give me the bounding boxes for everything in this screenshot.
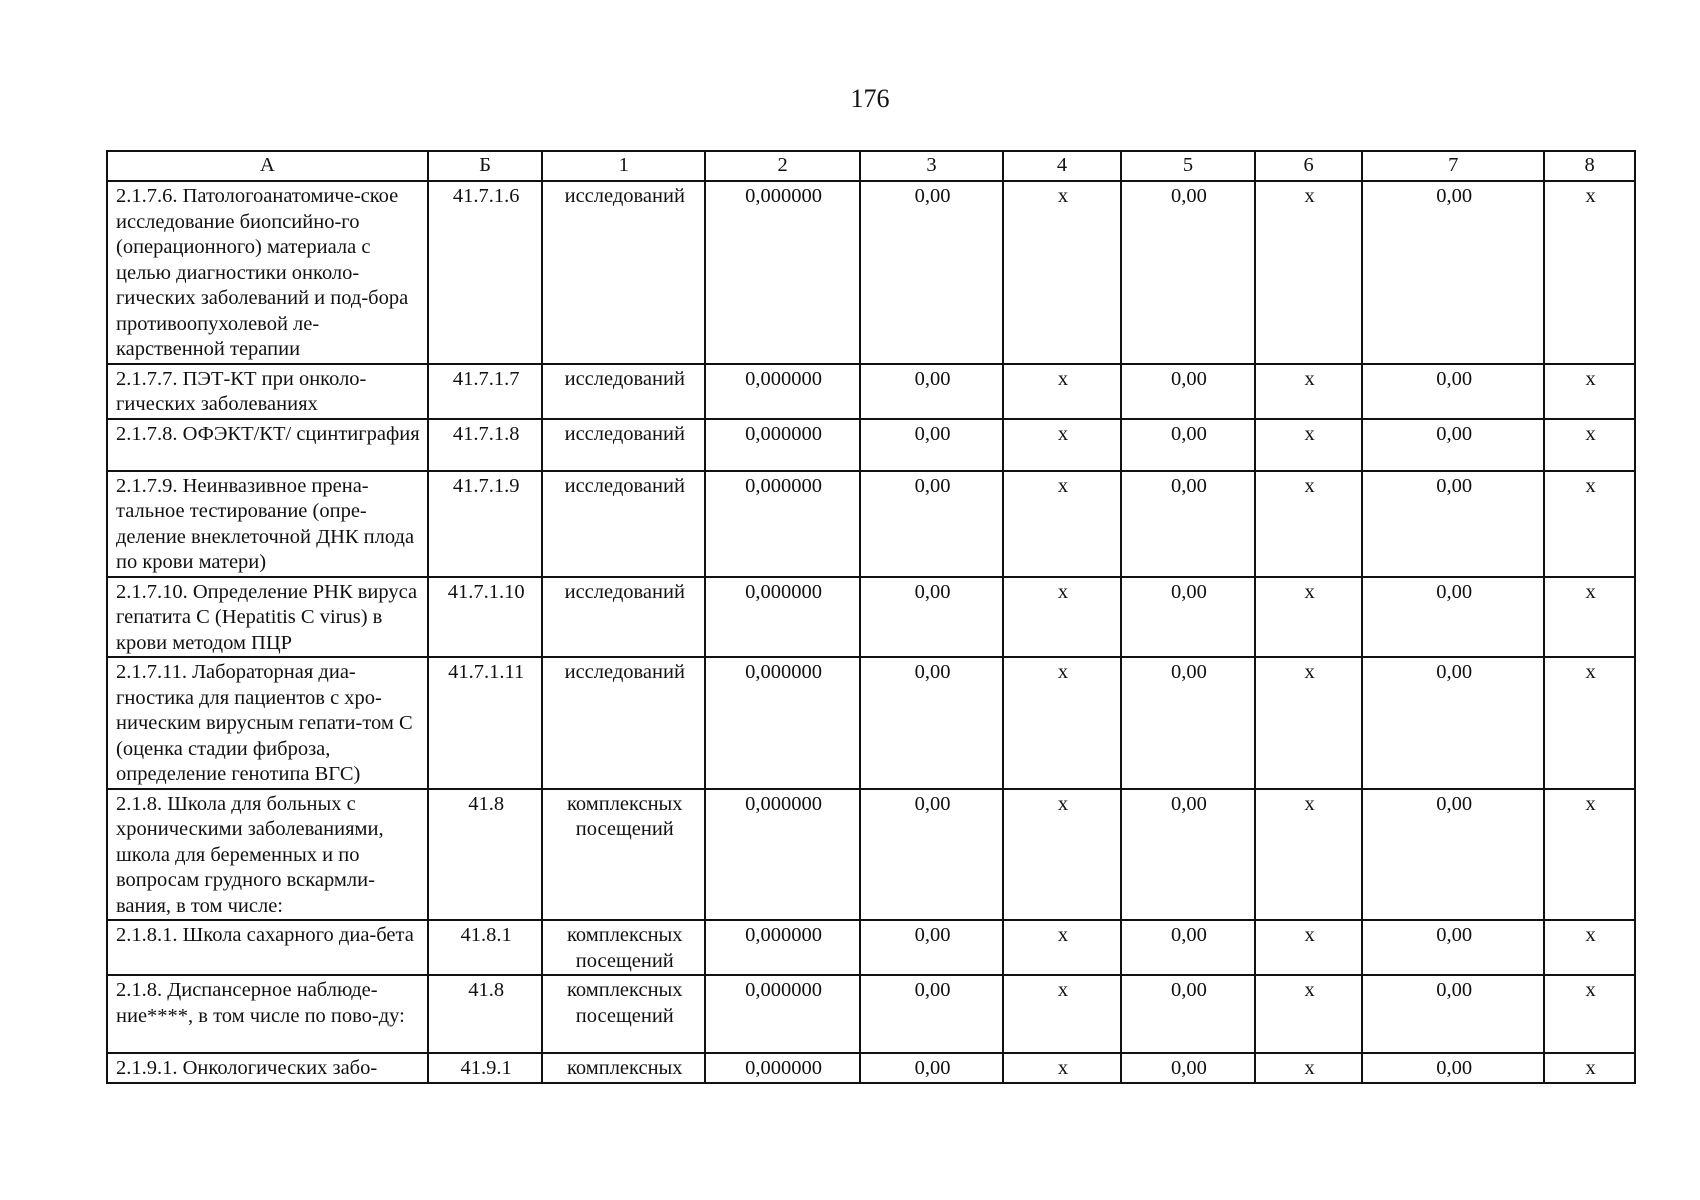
unit-cell: комплексных посещений (542, 789, 705, 921)
col-header: Б (428, 151, 543, 181)
col-header: 4 (1003, 151, 1121, 181)
row-name-cell: 2.1.9.1. Онкологических забо- (107, 1053, 428, 1083)
value-cell: 0,00 (860, 657, 1003, 789)
value-cell: 0,00 (860, 364, 1003, 419)
value-cell: х (1544, 181, 1635, 364)
table-row (107, 577, 1635, 658)
value-cell: х (1003, 657, 1121, 789)
table-row (107, 975, 1635, 1053)
col-header: 8 (1544, 151, 1635, 181)
value-cell: х (1003, 419, 1121, 471)
value-cell: 0,000000 (705, 577, 860, 658)
value-cell: 0,00 (1362, 471, 1544, 577)
value-cell: 0,00 (860, 181, 1003, 364)
value-cell: х (1003, 975, 1121, 1053)
value-cell: 0,00 (860, 577, 1003, 658)
value-cell: 0,00 (1362, 364, 1544, 419)
unit-cell: исследований (542, 577, 705, 658)
row-name-cell: 2.1.7.10. Определение РНК вируса гепатита С (Hepatitis C virus) в крови методом ПЦР (107, 577, 428, 658)
value-cell: х (1003, 181, 1121, 364)
value-cell: х (1255, 419, 1362, 471)
value-cell: 0,000000 (705, 181, 860, 364)
row-name-cell: 2.1.7.7. ПЭТ-КТ при онколо-гических заболеваниях (107, 364, 428, 419)
value-cell: 0,00 (1121, 975, 1255, 1053)
table-row (107, 1053, 1635, 1083)
value-cell: 0,00 (860, 975, 1003, 1053)
value-cell: 0,00 (1121, 419, 1255, 471)
value-cell: 0,00 (1362, 920, 1544, 975)
value-cell: 0,000000 (705, 789, 860, 921)
row-name-cell: 2.1.8.1. Школа сахарного диа-бета (107, 920, 428, 975)
value-cell: 0,00 (1121, 657, 1255, 789)
row-code-cell: 41.9.1 (428, 1053, 543, 1083)
table-row (107, 920, 1635, 975)
row-code-cell: 41.7.1.8 (428, 419, 543, 471)
value-cell: 0,00 (1362, 975, 1544, 1053)
unit-cell: исследований (542, 419, 705, 471)
value-cell: х (1544, 975, 1635, 1053)
row-name-cell: 2.1.8. Диспансерное наблюде-ние****, в том числе по пово-ду: (107, 975, 428, 1053)
value-cell: 0,000000 (705, 975, 860, 1053)
value-cell: х (1255, 975, 1362, 1053)
table-row (107, 471, 1635, 577)
value-cell: 0,00 (1362, 577, 1544, 658)
value-cell: 0,00 (1362, 419, 1544, 471)
value-cell: 0,000000 (705, 419, 860, 471)
value-cell: 0,00 (1362, 1053, 1544, 1083)
value-cell: 0,00 (1362, 657, 1544, 789)
value-cell: х (1544, 364, 1635, 419)
unit-cell: исследований (542, 471, 705, 577)
value-cell: 0,000000 (705, 1053, 860, 1083)
table-row (107, 789, 1635, 921)
row-code-cell: 41.7.1.10 (428, 577, 543, 658)
value-cell: х (1255, 789, 1362, 921)
page-number: 176 (850, 84, 890, 113)
value-cell: 0,00 (1121, 789, 1255, 921)
value-cell: х (1544, 577, 1635, 658)
value-cell: 0,00 (1121, 920, 1255, 975)
unit-cell: исследований (542, 657, 705, 789)
value-cell: х (1003, 577, 1121, 658)
col-header: 3 (860, 151, 1003, 181)
value-cell: 0,00 (1121, 1053, 1255, 1083)
value-cell: 0,00 (860, 419, 1003, 471)
value-cell: х (1544, 419, 1635, 471)
value-cell: х (1003, 364, 1121, 419)
value-cell: 0,000000 (705, 657, 860, 789)
col-header: А (107, 151, 428, 181)
value-cell: 0,00 (1121, 364, 1255, 419)
value-cell: х (1544, 471, 1635, 577)
value-cell: 0,00 (860, 1053, 1003, 1083)
header-row (107, 151, 1635, 181)
col-header: 5 (1121, 151, 1255, 181)
unit-cell: комплексных посещений (542, 920, 705, 975)
table-row (107, 181, 1635, 364)
value-cell: 0,00 (1121, 577, 1255, 658)
table-row (107, 419, 1635, 471)
value-cell: х (1255, 364, 1362, 419)
value-cell: 0,000000 (705, 920, 860, 975)
value-cell: 0,000000 (705, 471, 860, 577)
value-cell: 0,00 (860, 471, 1003, 577)
row-code-cell: 41.7.1.7 (428, 364, 543, 419)
value-cell: х (1255, 920, 1362, 975)
unit-cell: комплексных посещений (542, 975, 705, 1053)
value-cell: 0,00 (1121, 471, 1255, 577)
value-cell: 0,00 (1362, 181, 1544, 364)
value-cell: х (1544, 1053, 1635, 1083)
row-code-cell: 41.7.1.9 (428, 471, 543, 577)
value-cell: 0,00 (1362, 789, 1544, 921)
col-header: 6 (1255, 151, 1362, 181)
unit-cell: исследований (542, 364, 705, 419)
row-code-cell: 41.8 (428, 789, 543, 921)
value-cell: 0,00 (860, 920, 1003, 975)
value-cell: х (1003, 471, 1121, 577)
col-header: 7 (1362, 151, 1544, 181)
unit-cell: комплексных (542, 1053, 705, 1083)
table-row (107, 657, 1635, 789)
value-cell: х (1003, 920, 1121, 975)
row-code-cell: 41.7.1.11 (428, 657, 543, 789)
value-cell: х (1255, 471, 1362, 577)
value-cell: х (1003, 1053, 1121, 1083)
value-cell: 0,000000 (705, 364, 860, 419)
value-cell: 0,00 (1121, 181, 1255, 364)
row-code-cell: 41.7.1.6 (428, 181, 543, 364)
table-row (107, 364, 1635, 419)
data-table (106, 150, 1636, 1084)
col-header: 2 (705, 151, 860, 181)
row-code-cell: 41.8.1 (428, 920, 543, 975)
row-name-cell: 2.1.8. Школа для больных с хроническими заболеваниями, школа для беременных и по вопросам грудного вскармли-вания, в том числе: (107, 789, 428, 921)
row-name-cell: 2.1.7.11. Лабораторная диа-гностика для пациентов с хро-ническим вирусным гепати-том С (оценка стадии фиброза, определение генотипа ВГС) (107, 657, 428, 789)
value-cell: х (1255, 1053, 1362, 1083)
unit-cell: исследований (542, 181, 705, 364)
value-cell: х (1003, 789, 1121, 921)
value-cell: х (1255, 577, 1362, 658)
col-header: 1 (542, 151, 705, 181)
row-name-cell: 2.1.7.6. Патологоанатомиче-ское исследование биопсийно-го (операционного) материала с целью диагностики онколо-гических заболеваний и под-бора противоопухолевой ле-карственной терапии (107, 181, 428, 364)
row-code-cell: 41.8 (428, 975, 543, 1053)
row-name-cell: 2.1.7.9. Неинвазивное прена-тальное тестирование (опре-деление внеклеточной ДНК плода по крови матери) (107, 471, 428, 577)
value-cell: х (1544, 657, 1635, 789)
value-cell: 0,00 (860, 789, 1003, 921)
value-cell: х (1255, 657, 1362, 789)
value-cell: х (1544, 920, 1635, 975)
value-cell: х (1544, 789, 1635, 921)
row-name-cell: 2.1.7.8. ОФЭКТ/КТ/ сцинтиграфия (107, 419, 428, 471)
value-cell: х (1255, 181, 1362, 364)
